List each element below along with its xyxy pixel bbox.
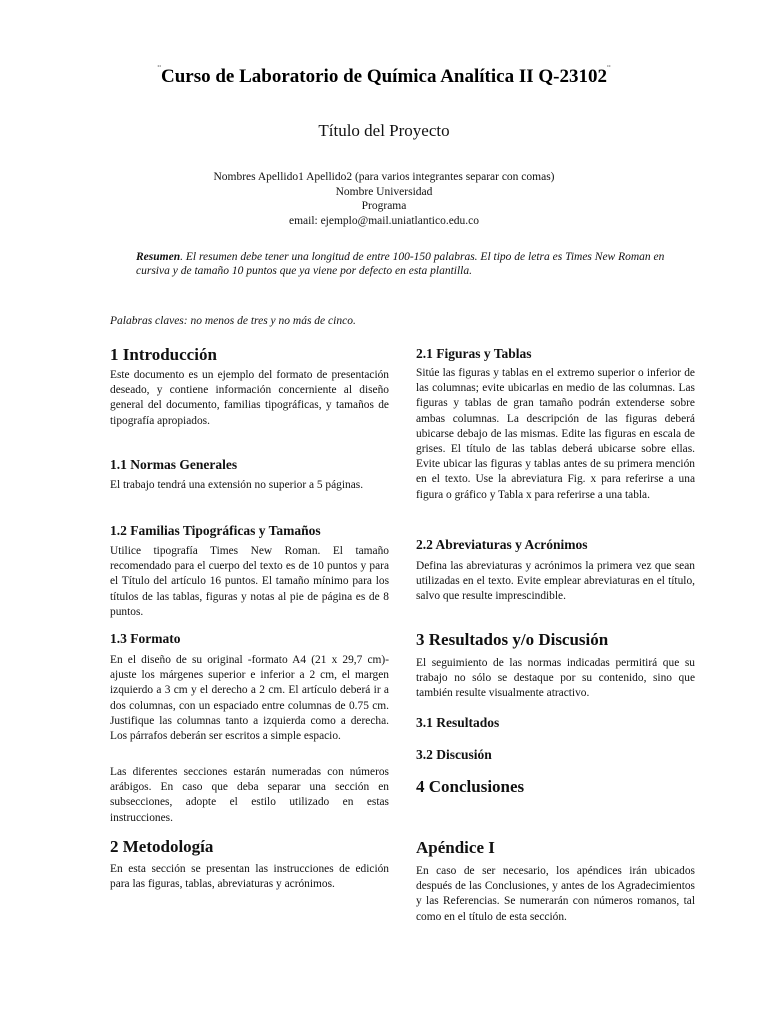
course-title <box>0 63 768 88</box>
section-heading-metodologia: 2 Metodología <box>110 837 214 856</box>
section-heading-figuras: 2.1 Figuras y Tablas <box>416 346 532 361</box>
section-text-familias: Utilice tipografía Times New Roman. El tamaño recomendado para el cuerpo del texto es de 10 puntos y para el Título del artículo 16 puntos. El tamaño mínimo para los títulos de las tablas, figuras y notas al pie de página es de 8 puntos. <box>110 545 389 618</box>
program-name: Programa <box>361 200 407 212</box>
section-text-normas: El trabajo tendrá una extensión no superior a 5 páginas. <box>110 479 364 491</box>
section-heading-discusion: 3.2 Discusión <box>416 747 492 762</box>
project-title: Título del Proyecto <box>318 121 450 140</box>
section-heading-conclusiones: 4 Conclusiones <box>416 777 525 796</box>
section-text-figuras: Sitúe las figuras y tablas en el extremo superior o inferior de las columnas; evite ubicarlas en medio de las columnas. Las figuras y tablas de gran tamaño podrán extenderse sobre ambas columnas. La descripción de las figuras deberá ubicarse debajo de las mismas. Edite las figuras en escala de grises. El título de las tablas deberá ubicarse sobre ellas. Evite ubicar las figuras y tablas antes de su primera mención en el texto. Use la abreviatura Fig. x para referirse a una figura o gráfico y Tabla x para referirse a una tabla. <box>416 367 695 501</box>
course-title-text: Curso de Laboratorio de Química Analítica II Q-23102 <box>161 66 607 87</box>
section-text-introduccion: Este documento es un ejemplo del formato de presentación deseado, y contiene información concerniente al diseño general del documento, familias tipográficas, y tamaños de tipografía apropiados. <box>110 369 389 427</box>
author-email: email: ejemplo@mail.uniatlantico.edu.co <box>288 214 480 227</box>
section-text-formato-2: Las diferentes secciones estarán numeradas con números arábigos. En caso que deba separar una sección en subsecciones, adopte el estilo utilizado en estas instrucciones. <box>110 766 389 824</box>
section-text-abreviaturas: Defina las abreviaturas y acrónimos la primera vez que sean utilizadas en el texto. Evite emplear abreviaturas en el título, salvo que resulte imprescindible. <box>416 560 695 603</box>
section-heading-introduccion: 1 Introducción <box>110 345 217 364</box>
section-heading-normas: 1.1 Normas Generales <box>110 457 238 472</box>
section-text-apendice: En caso de ser necesario, los apéndices irán ubicados después de las Conclusiones, y antes de los Agradecimientos y las Referencias. Se numerarán con números romanos, tal como en el título de esta sección. <box>416 865 695 923</box>
section-heading-apendice: Apéndice I <box>416 838 495 857</box>
section-heading-resultados-discusion: 3 Resultados y/o Discusión <box>416 630 609 649</box>
section-text-resultados-discusion: El seguimiento de las normas indicadas permitirá que su trabajo no sólo se destaque por su contenido, sino que también resulte visualmente atractivo. <box>416 657 695 700</box>
section-text-formato-1: En el diseño de su original -formato A4 (21 x 29,7 cm)- ajuste los márgenes superior e inferior a 2 cm, el margen izquierdo a 3 cm y el derecho a 2 cm. El artículo deberá ir a dos columnas, con un espaciado entre columnas de 0.75 cm. Justifique las columnas tanto a izquierda como a derecha. Los párrafos deberán ser escritos a simple espacio. <box>110 654 389 743</box>
section-heading-familias: 1.2 Familias Tipográficas y Tamaños <box>110 523 321 538</box>
section-heading-resultados: 3.1 Resultados <box>416 715 500 730</box>
section-heading-formato: 1.3 Formato <box>110 631 181 646</box>
keywords <box>110 315 670 327</box>
author-names: Nombres Apellido1 Apellido2 (para varios integrantes separar con comas) <box>213 171 555 183</box>
author-block <box>0 170 768 228</box>
abstract-label: Resumen <box>136 251 181 263</box>
abstract <box>136 250 674 278</box>
section-heading-abreviaturas: 2.2 Abreviaturas y Acrónimos <box>416 537 588 552</box>
keywords-label: Palabras claves <box>110 315 184 327</box>
university-name: Nombre Universidad <box>335 185 433 198</box>
keywords-text: : no menos de tres y no más de cinco. <box>183 315 356 327</box>
title-mark-right: ¨ <box>606 63 611 75</box>
section-text-metodologia: En esta sección se presentan las instrucciones de edición para las figuras, tablas, abreviaturas y acrónimos. <box>110 863 389 891</box>
abstract-text: . El resumen debe tener una longitud de entre 100-150 palabras. El tipo de letra es Times New Roman en cursiva y de tamaño 10 puntos que ya viene por defecto en esta plantilla. <box>136 251 665 277</box>
title-mark-left: ¨ <box>157 63 161 75</box>
